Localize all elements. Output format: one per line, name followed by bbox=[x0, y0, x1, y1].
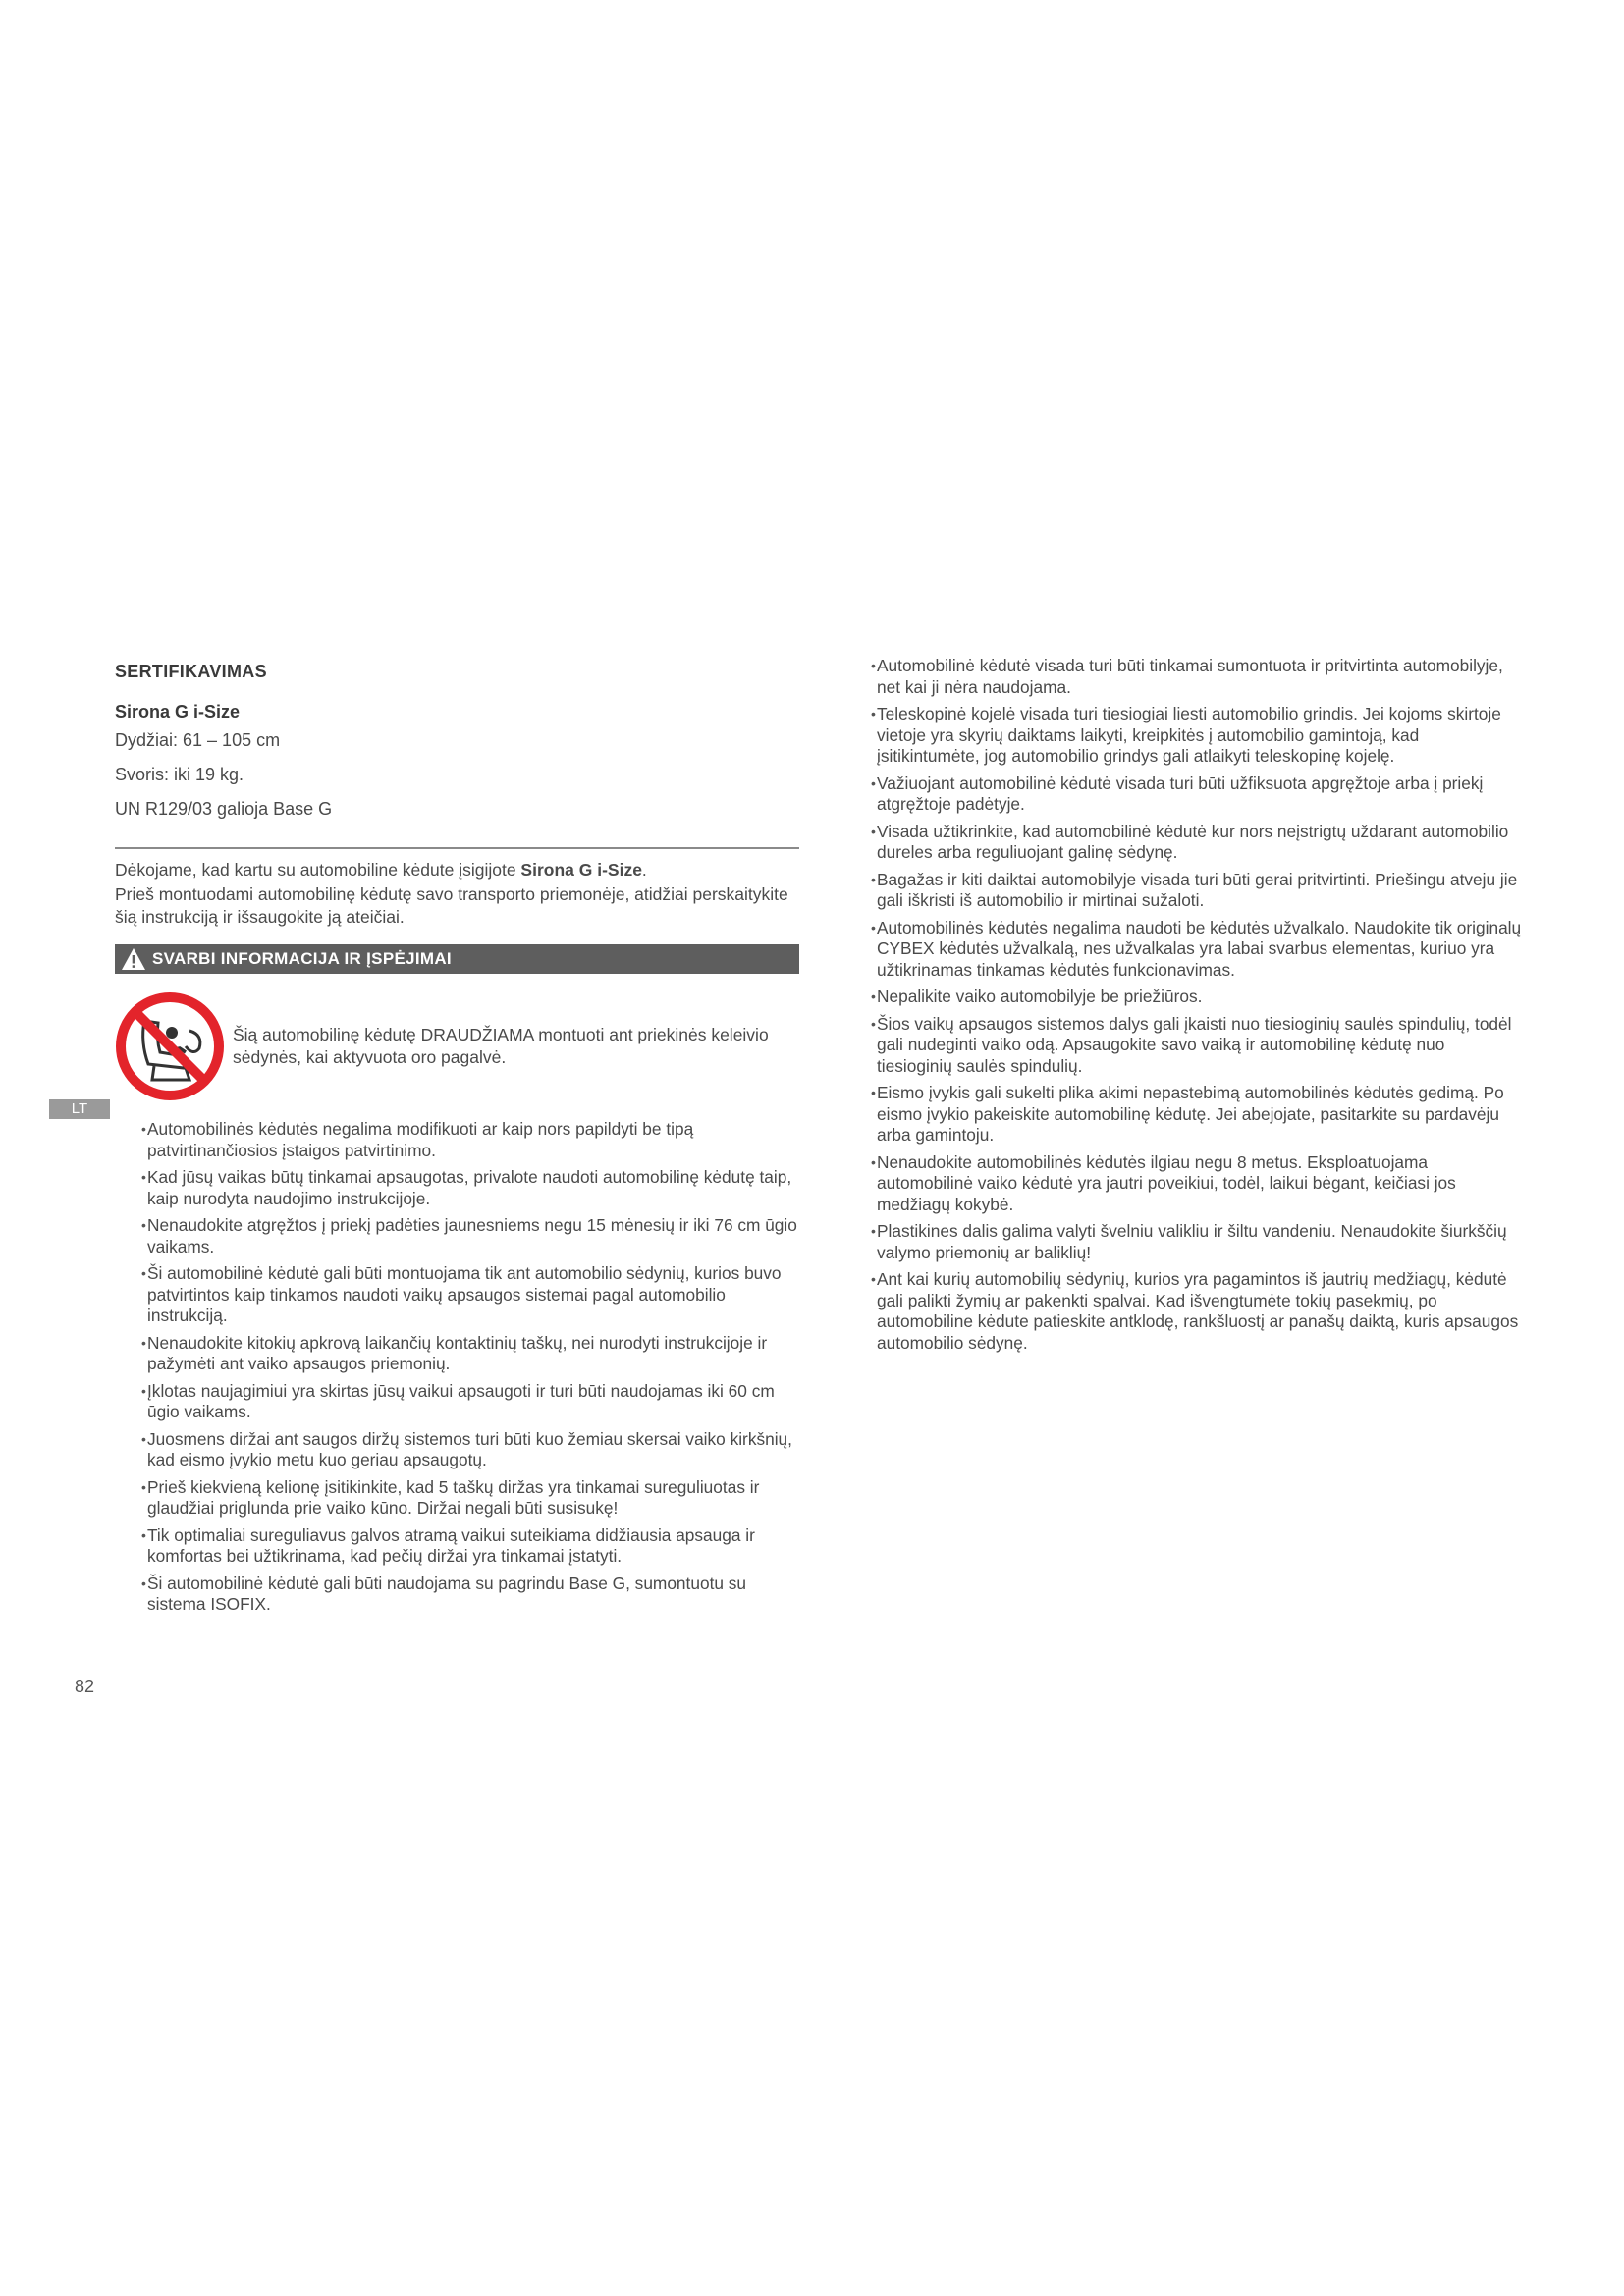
list-item: • Eismo įvykis gali sukelti plika akimi nepastebimą automobilinės kėdutės gedimą. Po eismo įvykio pakeiskite automobilinę kėdutę. Jei abejojate, pasitarkite su pardavėju arba gamintoju. bbox=[877, 1083, 1524, 1147]
section-divider bbox=[115, 847, 799, 849]
list-item: • Ant kai kurių automobilių sėdynių, kurios yra pagamintos iš jautrių medžiagų, kėdutė gali palikti žymių ar pakenkti spalvai. Kad išvengtumėte tokių pasekmių, po automobiline kėdute patieskite antklodę, rankšluostį ar panašų daiktą, kuris apsaugos automobilio sėdynę. bbox=[877, 1269, 1524, 1354]
list-item: • Važiuojant automobilinė kėdutė visada turi būti užfiksuota apgręžtoje arba į priekį atgręžtoje padėtyje. bbox=[877, 774, 1524, 816]
list-item: • Įklotas naujagimiui yra skirtas jūsų vaikui apsaugoti ir turi būti naudojamas iki 60 cm ūgio vaikams. bbox=[147, 1381, 799, 1423]
list-item: • Nepalikite vaiko automobilyje be priežiūros. bbox=[877, 987, 1524, 1008]
certification-heading: SERTIFIKAVIMAS bbox=[115, 662, 267, 681]
warning-heading-bar bbox=[115, 944, 799, 974]
airbag-warning-text: Šią automobilinę kėdutę DRAUDŽIAMA montuoti ant priekinės keleivio sėdynės, kai aktyvuota oro pagalvė. bbox=[233, 1025, 769, 1067]
spec-weight: Svoris: iki 19 kg. bbox=[115, 765, 244, 784]
language-tab: LT bbox=[49, 1099, 110, 1119]
list-item: • Kad jūsų vaikas būtų tinkamai apsaugotas, privalote naudoti automobilinę kėdutę taip, kaip nurodyta naudojimo instrukcijoje. bbox=[147, 1167, 799, 1209]
list-item: • Prieš kiekvieną kelionę įsitikinkite, kad 5 taškų diržas yra tinkamai sureguliuotas ir glaudžiai priglunda prie vaiko kūno. Diržai negali būti susisukę! bbox=[147, 1477, 799, 1520]
intro-thanks-text: Dėkojame, kad kartu su automobiline kėdute įsigijote bbox=[115, 860, 521, 880]
intro-read-instructions: Prieš montuodami automobilinę kėdutę savo transporto priemonėje, atidžiai perskaitykite šią instrukciją ir išsaugokite ją ateičiai. bbox=[115, 884, 788, 927]
left-column bbox=[115, 656, 799, 1622]
list-item: • Automobilinės kėdutės negalima modifikuoti ar kaip nors papildyti be tipą patvirtinančiosios įstaigos patvirtinimo. bbox=[147, 1119, 799, 1161]
right-column bbox=[871, 656, 1524, 1360]
page-number: 82 bbox=[75, 1677, 95, 1696]
intro-product-name: Sirona G i-Size bbox=[520, 860, 642, 880]
spec-sizes: Dydžiai: 61 – 105 cm bbox=[115, 730, 281, 750]
list-item: • Nenaudokite atgręžtos į priekį padėties jaunesniems negu 15 mėnesių ir iki 76 cm ūgio vaikams. bbox=[147, 1215, 799, 1257]
list-item: • Plastikines dalis galima valyti švelniu valikliu ir šiltu vandeniu. Nenaudokite šiurkščių valymo priemonių ar baliklių! bbox=[877, 1221, 1524, 1263]
list-item: • Nenaudokite automobilinės kėdutės ilgiau negu 8 metus. Eksploatuojama automobilinė vaiko kėdutė yra jautri poveikiui, todėl, laikui bėgant, keičiasi jos medžiagų kokybė. bbox=[877, 1152, 1524, 1216]
intro-thanks bbox=[115, 859, 799, 881]
list-item: • Visada užtikrinkite, kad automobilinė kėdutė kur nors neįstrigtų uždarant automobilio dureles arba reguliuojant galinę sėdynę. bbox=[877, 822, 1524, 864]
warning-triangle-icon bbox=[121, 947, 146, 971]
list-item: • Tik optimaliai sureguliavus galvos atramą vaikui suteikiama didžiausia apsauga ir komfortas bei užtikrinama, kad pečių diržai yra tinkamai įstatyti. bbox=[147, 1525, 799, 1568]
warning-heading: SVARBI INFORMACIJA IR ĮSPĖJIMAI bbox=[152, 949, 452, 968]
list-item: • Nenaudokite kitokių apkrovą laikančių kontaktinių taškų, nei nurodyti instrukcijoje ir pažymėti ant vaiko apsaugos priemonių. bbox=[147, 1333, 799, 1375]
list-item: • Teleskopinė kojelė visada turi tiesiogiai liesti automobilio grindis. Jei kojoms skirtoje vietoje yra skyrių daiktams laikyti, kreipkitės į automobilio gamintoją, kad įsitikintumėte, jog automobilio grindys gali atlaikyti teleskopinę kojelę. bbox=[877, 704, 1524, 768]
list-item: • Šios vaikų apsaugos sistemos dalys gali įkaisti nuo tiesioginių saulės spindulių, todėl gali nudeginti vaiko odą. Apsaugokite savo vaiką ir automobilinę kėdutę nuo tiesioginių saulės spindulių. bbox=[877, 1014, 1524, 1078]
right-bullet-list bbox=[871, 656, 1524, 1354]
intro-thanks-end: . bbox=[641, 860, 647, 880]
list-item: • Bagažas ir kiti daiktai automobilyje visada turi būti gerai pritvirtinti. Priešingu atveju jie gali iškristi iš automobilio ir mirtinai sužaloti. bbox=[877, 870, 1524, 912]
list-item: • Automobilinės kėdutės negalima naudoti be kėdutės užvalkalo. Naudokite tik originalų CYBEX kėdutės užvalkalą, nes užvalkalas yra labai svarbus elementas, kuriuo yra užtikrinamas tinkamas kėdutės funkcionavimas. bbox=[877, 918, 1524, 982]
list-item: • Ši automobilinė kėdutė gali būti naudojama su pagrindu Base G, sumontuotu su sistema ISOFIX. bbox=[147, 1574, 799, 1616]
list-item: • Automobilinė kėdutė visada turi būti tinkamai sumontuota ir pritvirtinta automobilyje, net kai ji nėra naudojama. bbox=[877, 656, 1524, 698]
list-item: • Juosmens diržai ant saugos diržų sistemos turi būti kuo žemiau skersai vaiko kirkšnių, kad eismo įvykio metu kuo geriau apsaugotų. bbox=[147, 1429, 799, 1471]
left-bullet-list bbox=[115, 1119, 799, 1616]
list-item: • Ši automobilinė kėdutė gali būti montuojama tik ant automobilio sėdynių, kurios buvo patvirtintos kaip tinkamos naudoti vaikų apsaugos sistemai pagal automobilio instrukciją. bbox=[147, 1263, 799, 1327]
product-name: Sirona G i-Size bbox=[115, 702, 241, 721]
no-airbag-prohibition-icon bbox=[115, 991, 225, 1101]
intro-text bbox=[115, 859, 799, 929]
airbag-warning bbox=[115, 991, 799, 1101]
spec-regulation: UN R129/03 galioja Base G bbox=[115, 799, 333, 819]
